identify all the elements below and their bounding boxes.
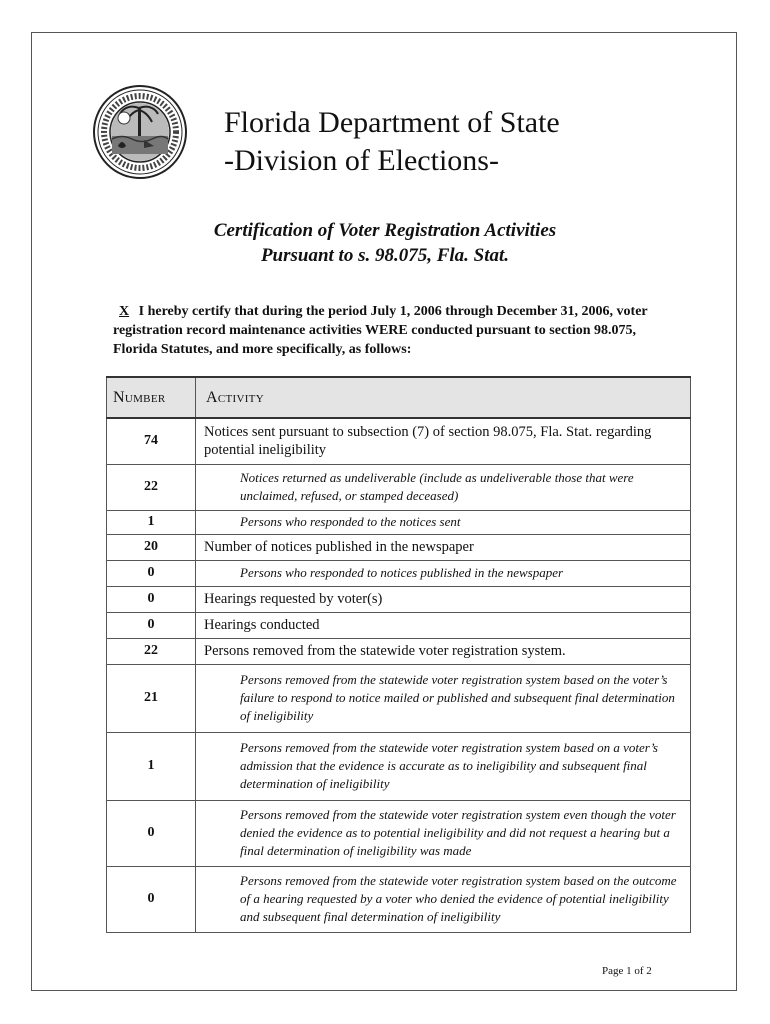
- table-row: [107, 560, 691, 586]
- table-row: [107, 464, 691, 510]
- table-row: [107, 664, 691, 732]
- row-activity: Persons who responded to the notices sent: [196, 510, 691, 534]
- row-number: 0: [107, 586, 196, 612]
- table-row: [107, 732, 691, 800]
- row-number: 1: [107, 510, 196, 534]
- row-activity: Persons removed from the statewide voter registration system based on the voter’s failure to respond to notice mailed or published and subsequent final determination of ineligibility: [196, 664, 691, 732]
- row-number: 1: [107, 732, 196, 800]
- row-activity: Persons removed from the statewide voter registration system based on the outcome of a hearing requested by a voter who denied the evidence of potential ineligibility and subsequent final determination of ineligibility: [196, 866, 691, 932]
- page-number: Page 1 of 2: [602, 965, 652, 977]
- row-activity: Hearings conducted: [196, 612, 691, 638]
- certification-mark: X: [119, 304, 130, 319]
- row-activity: Persons removed from the statewide voter registration system.: [196, 638, 691, 664]
- table-row: [107, 866, 691, 932]
- header-number: Number: [107, 377, 196, 418]
- row-number: 0: [107, 612, 196, 638]
- row-number: 22: [107, 464, 196, 510]
- table-row: [107, 638, 691, 664]
- row-activity: Number of notices published in the newspaper: [196, 534, 691, 560]
- subtitle-line-2: Pursuant to s. 98.075, Fla. Stat.: [260, 245, 510, 266]
- header-activity: Activity: [196, 377, 691, 418]
- division-title: -Division of Elections-: [224, 144, 499, 177]
- certification-statement: [113, 302, 673, 359]
- table-header-row: [107, 377, 691, 418]
- row-number: 0: [107, 866, 196, 932]
- row-activity: Persons who responded to notices published in the newspaper: [196, 560, 691, 586]
- table-body: [107, 418, 691, 932]
- table-row: [107, 418, 691, 464]
- row-activity: Persons removed from the statewide voter registration system based on a voter’s admission that the evidence is accurate as to ineligibility and subsequent final determination of ineligibility: [196, 732, 691, 800]
- state-seal-icon: [92, 84, 188, 180]
- row-activity: Persons removed from the statewide voter registration system even though the voter denied the evidence as to potential ineligibility and did not request a hearing but a final determination of ineligibility was made: [196, 800, 691, 866]
- certification-text: I hereby certify that during the period July 1, 2006 through December 31, 2006, voter registration record maintenance activities WERE conducted pursuant to section 98.075, Florida Statutes, and more specifically, as follows:: [113, 304, 648, 357]
- table-row: [107, 510, 691, 534]
- row-activity: Hearings requested by voter(s): [196, 586, 691, 612]
- row-number: 22: [107, 638, 196, 664]
- row-number: 0: [107, 560, 196, 586]
- row-activity: Notices returned as undeliverable (include as undeliverable those that were unclaimed, refused, or stamped deceased): [196, 464, 691, 510]
- page-header: [224, 104, 560, 180]
- document-subtitle: [0, 218, 770, 268]
- table-row: [107, 612, 691, 638]
- row-number: 21: [107, 664, 196, 732]
- subtitle-line-1: Certification of Voter Registration Activities: [213, 220, 557, 241]
- department-title: Florida Department of State: [224, 106, 560, 139]
- table-row: [107, 800, 691, 866]
- row-activity: Notices sent pursuant to subsection (7) of section 98.075, Fla. Stat. regarding potential ineligibility: [196, 418, 691, 464]
- table-row: [107, 534, 691, 560]
- activities-table: [106, 376, 691, 933]
- table-row: [107, 586, 691, 612]
- row-number: 20: [107, 534, 196, 560]
- row-number: 74: [107, 418, 196, 464]
- row-number: 0: [107, 800, 196, 866]
